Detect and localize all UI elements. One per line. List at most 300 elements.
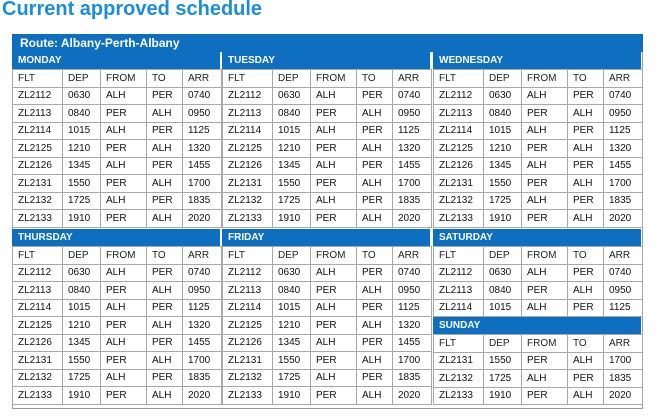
table-cell: 2020 bbox=[604, 387, 643, 405]
column-header-row bbox=[434, 247, 643, 265]
table-cell: PER bbox=[101, 387, 147, 405]
table-cell: ZL2133 bbox=[434, 210, 484, 228]
table-cell: 1210 bbox=[63, 140, 101, 158]
table-cell: 1455 bbox=[393, 157, 432, 175]
table-row bbox=[223, 387, 432, 405]
day-block-sunday bbox=[433, 317, 642, 405]
table-row bbox=[434, 157, 643, 175]
table-row bbox=[13, 387, 222, 405]
table-row bbox=[223, 369, 432, 387]
table-cell: ZL2126 bbox=[13, 157, 63, 175]
table-cell: PER bbox=[522, 387, 568, 405]
day-block-saturday bbox=[433, 229, 642, 317]
table-cell: ALH bbox=[522, 299, 568, 317]
table-cell: 0740 bbox=[393, 87, 432, 105]
column-header: FLT bbox=[13, 70, 63, 88]
table-cell: 1320 bbox=[393, 317, 432, 335]
column-header: TO bbox=[568, 70, 604, 88]
table-cell: ALH bbox=[147, 317, 183, 335]
table-cell: 1210 bbox=[273, 140, 311, 158]
table-cell: 1345 bbox=[273, 334, 311, 352]
column-header: DEP bbox=[484, 70, 522, 88]
table-cell: 1125 bbox=[183, 122, 222, 140]
table-cell: PER bbox=[568, 370, 604, 388]
table-cell: 1725 bbox=[63, 192, 101, 210]
column-header: FROM bbox=[101, 247, 147, 265]
table-cell: 1455 bbox=[183, 334, 222, 352]
route-header: Route: Albany-Perth-Albany bbox=[12, 34, 643, 52]
table-cell: PER bbox=[311, 352, 357, 370]
table-cell: 0840 bbox=[484, 282, 522, 300]
table-cell: ALH bbox=[522, 157, 568, 175]
table-cell: ZL2131 bbox=[223, 352, 273, 370]
table-cell: 1015 bbox=[63, 122, 101, 140]
column-header: TO bbox=[568, 247, 604, 265]
table-row bbox=[223, 175, 432, 193]
table-cell: 1835 bbox=[604, 192, 643, 210]
table-cell: PER bbox=[568, 87, 604, 105]
day-block-wednesday bbox=[433, 52, 642, 228]
table-cell: PER bbox=[147, 192, 183, 210]
table-cell: ALH bbox=[101, 334, 147, 352]
column-header: TO bbox=[147, 70, 183, 88]
table-cell: ALH bbox=[357, 210, 393, 228]
table-cell: ALH bbox=[101, 157, 147, 175]
table-cell: PER bbox=[357, 157, 393, 175]
column-header: DEP bbox=[63, 70, 101, 88]
table-cell: 1550 bbox=[273, 175, 311, 193]
day-heading: WEDNESDAY bbox=[433, 52, 642, 69]
table-cell: ALH bbox=[357, 140, 393, 158]
table-cell: ZL2113 bbox=[434, 105, 484, 123]
table-cell: 1320 bbox=[183, 317, 222, 335]
table-cell: PER bbox=[311, 317, 357, 335]
table-cell: ALH bbox=[568, 140, 604, 158]
table-cell: PER bbox=[357, 122, 393, 140]
table-cell: 1700 bbox=[604, 352, 643, 370]
table-cell: PER bbox=[311, 282, 357, 300]
column-header: FROM bbox=[101, 70, 147, 88]
table-cell: ALH bbox=[147, 282, 183, 300]
day-table bbox=[222, 69, 432, 228]
table-cell: 1345 bbox=[63, 334, 101, 352]
table-cell: 1015 bbox=[484, 122, 522, 140]
day-block-friday bbox=[222, 229, 431, 405]
table-cell: PER bbox=[147, 369, 183, 387]
table-cell: ZL2125 bbox=[223, 317, 273, 335]
table-row bbox=[223, 140, 432, 158]
column-header: FLT bbox=[434, 335, 484, 353]
table-cell: ALH bbox=[568, 282, 604, 300]
table-cell: ALH bbox=[101, 369, 147, 387]
table-cell: 1345 bbox=[273, 157, 311, 175]
table-cell: ZL2112 bbox=[434, 87, 484, 105]
table-cell: PER bbox=[147, 299, 183, 317]
column-header: FROM bbox=[522, 335, 568, 353]
page-title: Current approved schedule bbox=[2, 0, 263, 20]
table-cell: 1210 bbox=[63, 317, 101, 335]
table-cell: PER bbox=[101, 175, 147, 193]
table-cell: ZL2125 bbox=[223, 140, 273, 158]
table-cell: PER bbox=[101, 352, 147, 370]
day-heading: TUESDAY bbox=[222, 52, 431, 69]
table-cell: PER bbox=[147, 87, 183, 105]
table-cell: PER bbox=[101, 210, 147, 228]
table-cell: 1835 bbox=[183, 369, 222, 387]
table-cell: 0950 bbox=[604, 105, 643, 123]
table-cell: ZL2126 bbox=[13, 334, 63, 352]
table-cell: PER bbox=[357, 369, 393, 387]
table-row bbox=[434, 299, 643, 317]
day-block-thursday bbox=[12, 229, 221, 405]
table-row bbox=[434, 175, 643, 193]
table-cell: 0840 bbox=[273, 105, 311, 123]
table-cell: ZL2114 bbox=[434, 122, 484, 140]
table-cell: ALH bbox=[568, 175, 604, 193]
table-row bbox=[223, 264, 432, 282]
table-cell: ALH bbox=[357, 175, 393, 193]
table-cell: 1700 bbox=[604, 175, 643, 193]
table-cell: ALH bbox=[568, 105, 604, 123]
table-cell: ALH bbox=[311, 87, 357, 105]
day-table bbox=[12, 246, 222, 405]
table-cell: ALH bbox=[357, 317, 393, 335]
table-cell: 1125 bbox=[183, 299, 222, 317]
table-cell: ZL2133 bbox=[13, 387, 63, 405]
table-row bbox=[223, 352, 432, 370]
table-cell: ZL2113 bbox=[13, 105, 63, 123]
table-cell: 1700 bbox=[393, 175, 432, 193]
table-row bbox=[223, 210, 432, 228]
table-cell: ZL2132 bbox=[434, 370, 484, 388]
column-header: FROM bbox=[311, 247, 357, 265]
table-cell: ALH bbox=[357, 387, 393, 405]
table-cell: 1725 bbox=[273, 369, 311, 387]
column-header: ARR bbox=[393, 70, 432, 88]
table-cell: PER bbox=[311, 175, 357, 193]
table-cell: ZL2112 bbox=[223, 87, 273, 105]
table-row bbox=[434, 264, 643, 282]
table-cell: 0840 bbox=[63, 282, 101, 300]
table-cell: ZL2113 bbox=[434, 282, 484, 300]
table-row bbox=[223, 317, 432, 335]
column-header-row bbox=[13, 70, 222, 88]
table-cell: ALH bbox=[101, 299, 147, 317]
table-cell: 1725 bbox=[273, 192, 311, 210]
table-cell: PER bbox=[101, 140, 147, 158]
table-cell: PER bbox=[357, 87, 393, 105]
table-cell: 2020 bbox=[604, 210, 643, 228]
table-cell: 1550 bbox=[484, 175, 522, 193]
table-row bbox=[223, 87, 432, 105]
column-header: FROM bbox=[522, 247, 568, 265]
table-cell: PER bbox=[101, 317, 147, 335]
column-header: FLT bbox=[434, 70, 484, 88]
table-cell: PER bbox=[311, 210, 357, 228]
table-row bbox=[434, 210, 643, 228]
table-cell: ZL2112 bbox=[223, 264, 273, 282]
table-cell: 1910 bbox=[63, 210, 101, 228]
table-cell: 1725 bbox=[63, 369, 101, 387]
table-cell: ZL2132 bbox=[223, 192, 273, 210]
column-header: DEP bbox=[484, 335, 522, 353]
table-cell: 1550 bbox=[63, 175, 101, 193]
table-cell: ZL2126 bbox=[223, 157, 273, 175]
table-cell: PER bbox=[147, 334, 183, 352]
table-cell: ZL2133 bbox=[13, 210, 63, 228]
column-header-row bbox=[434, 335, 643, 353]
table-cell: PER bbox=[357, 264, 393, 282]
day-table bbox=[12, 69, 222, 228]
table-cell: 1345 bbox=[484, 157, 522, 175]
table-row bbox=[223, 192, 432, 210]
table-cell: ALH bbox=[522, 192, 568, 210]
table-cell: 1345 bbox=[63, 157, 101, 175]
table-row bbox=[223, 334, 432, 352]
table-cell: ZL2126 bbox=[223, 334, 273, 352]
table-cell: ZL2112 bbox=[434, 264, 484, 282]
table-row bbox=[434, 370, 643, 388]
table-cell: PER bbox=[522, 352, 568, 370]
table-cell: 0950 bbox=[183, 282, 222, 300]
table-row bbox=[434, 282, 643, 300]
table-cell: ALH bbox=[311, 299, 357, 317]
table-cell: ZL2132 bbox=[223, 369, 273, 387]
table-cell: ZL2131 bbox=[434, 175, 484, 193]
table-cell: 1835 bbox=[393, 369, 432, 387]
table-cell: 2020 bbox=[393, 387, 432, 405]
column-header: ARR bbox=[183, 70, 222, 88]
table-row bbox=[13, 369, 222, 387]
table-cell: 1550 bbox=[63, 352, 101, 370]
column-header-row bbox=[223, 247, 432, 265]
table-cell: 1550 bbox=[484, 352, 522, 370]
table-cell: 0740 bbox=[183, 264, 222, 282]
table-row bbox=[434, 140, 643, 158]
table-cell: PER bbox=[101, 282, 147, 300]
table-row bbox=[13, 105, 222, 123]
table-cell: ZL2131 bbox=[13, 352, 63, 370]
table-row bbox=[13, 122, 222, 140]
table-cell: ALH bbox=[147, 175, 183, 193]
column-header: ARR bbox=[393, 247, 432, 265]
table-cell: ALH bbox=[147, 387, 183, 405]
column-header-row bbox=[434, 70, 643, 88]
table-cell: ZL2125 bbox=[434, 140, 484, 158]
table-cell: ZL2114 bbox=[223, 299, 273, 317]
table-cell: PER bbox=[522, 282, 568, 300]
day-table bbox=[433, 246, 643, 317]
table-cell: 1455 bbox=[183, 157, 222, 175]
table-row bbox=[434, 192, 643, 210]
table-cell: ALH bbox=[568, 352, 604, 370]
table-cell: PER bbox=[568, 122, 604, 140]
table-cell: ZL2114 bbox=[13, 299, 63, 317]
table-cell: ALH bbox=[311, 369, 357, 387]
column-header: TO bbox=[357, 247, 393, 265]
day-heading: SUNDAY bbox=[433, 317, 642, 334]
table-row bbox=[223, 122, 432, 140]
table-cell: PER bbox=[311, 140, 357, 158]
table-cell: 1910 bbox=[63, 387, 101, 405]
table-cell: ALH bbox=[101, 264, 147, 282]
table-cell: PER bbox=[147, 157, 183, 175]
table-row bbox=[13, 282, 222, 300]
table-row bbox=[434, 105, 643, 123]
table-cell: PER bbox=[147, 264, 183, 282]
column-header: TO bbox=[147, 247, 183, 265]
table-cell: ZL2125 bbox=[13, 140, 63, 158]
table-cell: 1700 bbox=[183, 175, 222, 193]
day-block-monday bbox=[12, 52, 221, 228]
table-row bbox=[223, 157, 432, 175]
column-header: DEP bbox=[63, 247, 101, 265]
table-cell: 0630 bbox=[63, 87, 101, 105]
table-cell: ZL2131 bbox=[13, 175, 63, 193]
table-cell: 1700 bbox=[393, 352, 432, 370]
table-cell: ALH bbox=[522, 87, 568, 105]
column-header: TO bbox=[357, 70, 393, 88]
table-cell: 1125 bbox=[604, 299, 643, 317]
day-heading: SATURDAY bbox=[433, 229, 642, 246]
table-cell: 2020 bbox=[183, 210, 222, 228]
table-row bbox=[434, 122, 643, 140]
table-cell: ALH bbox=[568, 387, 604, 405]
table-cell: 1700 bbox=[183, 352, 222, 370]
table-cell: ZL2113 bbox=[223, 105, 273, 123]
column-header: FROM bbox=[311, 70, 357, 88]
table-row bbox=[13, 192, 222, 210]
table-cell: PER bbox=[101, 105, 147, 123]
table-cell: ZL2132 bbox=[13, 192, 63, 210]
table-cell: 0840 bbox=[63, 105, 101, 123]
table-cell: 0950 bbox=[393, 282, 432, 300]
table-row bbox=[13, 317, 222, 335]
table-cell: PER bbox=[522, 210, 568, 228]
table-cell: PER bbox=[147, 122, 183, 140]
table-cell: ZL2126 bbox=[434, 157, 484, 175]
table-row bbox=[13, 87, 222, 105]
table-cell: PER bbox=[357, 299, 393, 317]
table-cell: 1910 bbox=[273, 210, 311, 228]
table-cell: 1910 bbox=[484, 210, 522, 228]
table-cell: 1015 bbox=[63, 299, 101, 317]
table-cell: 1835 bbox=[393, 192, 432, 210]
table-cell: 1320 bbox=[604, 140, 643, 158]
table-cell: ALH bbox=[311, 157, 357, 175]
table-cell: ZL2132 bbox=[13, 369, 63, 387]
column-header: DEP bbox=[273, 70, 311, 88]
table-cell: 1015 bbox=[273, 122, 311, 140]
table-cell: 0630 bbox=[484, 264, 522, 282]
table-cell: ZL2125 bbox=[13, 317, 63, 335]
table-cell: ZL2131 bbox=[223, 175, 273, 193]
day-table bbox=[433, 334, 643, 405]
table-cell: ALH bbox=[101, 87, 147, 105]
column-header: TO bbox=[568, 335, 604, 353]
table-cell: ZL2133 bbox=[223, 387, 273, 405]
table-cell: 1725 bbox=[484, 370, 522, 388]
table-cell: 2020 bbox=[183, 387, 222, 405]
table-row bbox=[13, 210, 222, 228]
table-cell: ALH bbox=[311, 334, 357, 352]
table-cell: 0950 bbox=[604, 282, 643, 300]
table-cell: ALH bbox=[357, 352, 393, 370]
day-table bbox=[222, 246, 432, 405]
table-cell: 1725 bbox=[484, 192, 522, 210]
table-cell: 0840 bbox=[273, 282, 311, 300]
table-cell: ZL2131 bbox=[434, 352, 484, 370]
table-cell: ALH bbox=[147, 140, 183, 158]
table-cell: ALH bbox=[311, 122, 357, 140]
table-cell: PER bbox=[568, 264, 604, 282]
table-cell: 2020 bbox=[393, 210, 432, 228]
table-cell: 0630 bbox=[484, 87, 522, 105]
table-cell: ZL2113 bbox=[13, 282, 63, 300]
table-cell: 0950 bbox=[183, 105, 222, 123]
table-cell: PER bbox=[311, 105, 357, 123]
table-cell: ALH bbox=[522, 264, 568, 282]
table-cell: ZL2133 bbox=[223, 210, 273, 228]
table-row bbox=[13, 352, 222, 370]
table-cell: ZL2133 bbox=[434, 387, 484, 405]
table-cell: 0740 bbox=[604, 87, 643, 105]
table-cell: 1015 bbox=[273, 299, 311, 317]
table-cell: PER bbox=[568, 157, 604, 175]
column-header: DEP bbox=[484, 247, 522, 265]
column-header: ARR bbox=[183, 247, 222, 265]
table-cell: 0740 bbox=[393, 264, 432, 282]
table-row bbox=[223, 105, 432, 123]
table-row bbox=[434, 387, 643, 405]
column-header-row bbox=[223, 70, 432, 88]
table-cell: ALH bbox=[147, 210, 183, 228]
column-header: FLT bbox=[223, 247, 273, 265]
column-header: ARR bbox=[604, 70, 643, 88]
table-row bbox=[223, 282, 432, 300]
table-row bbox=[434, 87, 643, 105]
table-cell: ZL2112 bbox=[13, 87, 63, 105]
day-heading: THURSDAY bbox=[12, 229, 221, 246]
table-cell: 0630 bbox=[273, 87, 311, 105]
table-cell: ZL2114 bbox=[13, 122, 63, 140]
table-cell: ZL2113 bbox=[223, 282, 273, 300]
table-cell: PER bbox=[311, 387, 357, 405]
table-row bbox=[434, 352, 643, 370]
table-cell: 1320 bbox=[183, 140, 222, 158]
table-cell: 0740 bbox=[604, 264, 643, 282]
table-cell: PER bbox=[522, 105, 568, 123]
table-cell: PER bbox=[357, 334, 393, 352]
column-header: FLT bbox=[434, 247, 484, 265]
table-cell: ALH bbox=[522, 370, 568, 388]
table-cell: 1835 bbox=[604, 370, 643, 388]
table-cell: ALH bbox=[101, 192, 147, 210]
table-cell: ZL2132 bbox=[434, 192, 484, 210]
column-header: FLT bbox=[223, 70, 273, 88]
table-cell: ZL2114 bbox=[223, 122, 273, 140]
table-cell: PER bbox=[522, 140, 568, 158]
table-cell: ZL2112 bbox=[13, 264, 63, 282]
table-cell: 1910 bbox=[484, 387, 522, 405]
table-cell: 0840 bbox=[484, 105, 522, 123]
table-cell: 1835 bbox=[183, 192, 222, 210]
table-cell: ALH bbox=[522, 122, 568, 140]
table-row bbox=[223, 299, 432, 317]
table-row bbox=[13, 299, 222, 317]
table-row bbox=[13, 175, 222, 193]
table-cell: ALH bbox=[147, 105, 183, 123]
